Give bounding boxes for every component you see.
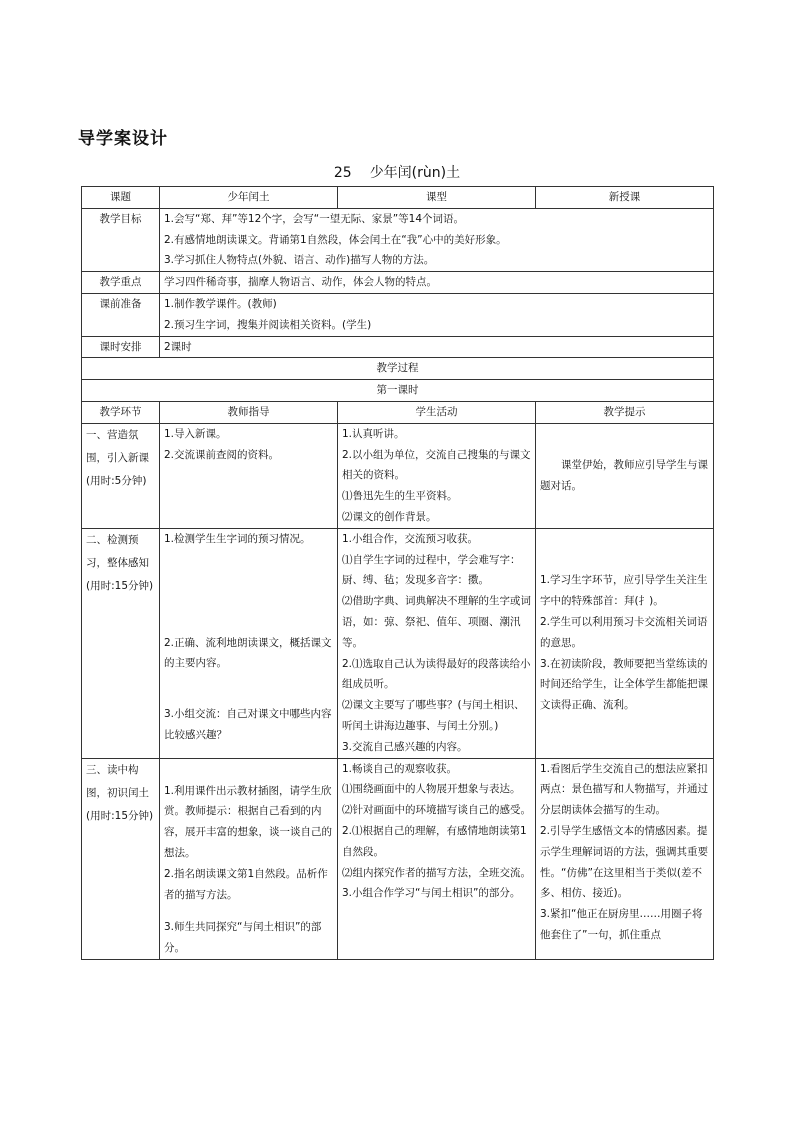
- student-item: 2.以小组为单位，交流自己搜集的与课文相关的资料。: [342, 448, 531, 482]
- prep-cell: [160, 293, 714, 336]
- process-row: [82, 358, 714, 380]
- student-cell: [338, 758, 536, 959]
- student-item: ⑵针对画面中的环境描写谈自己的感受。: [342, 804, 531, 817]
- stage-name: 一、营造氛围，引入新课(用时:5分钟): [82, 423, 160, 528]
- goal-item: 1.会写“郑、拜”等12个字，会写“一望无际、家景”等14个词语。: [164, 212, 464, 225]
- student-item: ⑴自学生字词的过程中，学会难写字：厨、缚、毡；发现多音字：擞。: [342, 553, 521, 587]
- focus-label: 教学重点: [82, 272, 160, 294]
- subject-value: 少年闰土: [160, 187, 338, 209]
- type-label: 课型: [338, 187, 536, 209]
- time-label: 课时安排: [82, 336, 160, 358]
- col-header-teacher: 教师指导: [160, 401, 338, 423]
- student-item: 1.畅谈自己的观察收获。: [342, 762, 458, 775]
- tip-item: 2.学生可以利用预习卡交流相关词语的意思。: [540, 615, 708, 649]
- prep-item: 1.制作教学课件。(教师): [164, 297, 277, 310]
- subject-label: 课题: [82, 187, 160, 209]
- type-value: 新授课: [536, 187, 714, 209]
- teacher-item: 3.师生共同探究“与闰土相识”的部分。: [164, 921, 322, 955]
- teacher-cell: [160, 528, 338, 758]
- student-item: ⑴围绕画面中的人物展开想象与表达。: [342, 783, 521, 796]
- tip-item: 课堂伊始，教师应引导学生与课题对话。: [540, 458, 708, 492]
- stage-row-3: [82, 758, 714, 959]
- student-item: 1.认真听讲。: [342, 427, 405, 440]
- info-row-time: [82, 336, 714, 358]
- student-item: ⑵借助字典、词典解决不理解的生字或词语，如：弶、祭祀、值年、项圈、潮汛等。: [342, 595, 531, 649]
- student-item: 2.⑴根据自己的理解，有感情地朗读第1自然段。: [342, 824, 527, 858]
- teacher-item: 2.正确、流利地朗读课文，概括课文的主要内容。: [164, 636, 332, 670]
- process-label: 教学过程: [82, 358, 714, 380]
- tip-item: 2.引导学生感悟文本的情感因素。提示学生理解词语的方法，强调其重要性。“仿佛”在这里相当于类似(差不多、相仿、接近)。: [540, 824, 708, 900]
- period-row: [82, 380, 714, 402]
- lesson-name: 少年闰(rùn)土: [369, 165, 461, 181]
- tip-cell: [536, 423, 714, 528]
- col-header-tip: 教学提示: [536, 401, 714, 423]
- student-item: 3.小组合作学习“与闰土相识”的部分。: [342, 887, 521, 900]
- stage-row-2: [82, 528, 714, 758]
- student-item: ⑵课文主要写了哪些事？(与闰土相识、听闰土讲海边趣事、与闰土分别。): [342, 699, 525, 732]
- student-cell: [338, 423, 536, 528]
- goal-item: 3.学习抓住人物特点(外貌、语言、动作)描写人物的方法。: [164, 254, 435, 267]
- tip-item: 3.在初读阶段，教师要把当堂练读的时间还给学生，让全体学生都能把课文读得正确、流利。: [540, 657, 708, 712]
- lesson-title: [0, 162, 794, 182]
- lesson-number: 25: [333, 165, 352, 181]
- student-item: 1.小组合作，交流预习收获。: [342, 532, 479, 545]
- stage-row-1: [82, 423, 714, 528]
- teacher-item: 2.交流课前查阅的资料。: [164, 448, 280, 461]
- teacher-item: 1.检测学生生字词的预习情况。: [164, 532, 311, 545]
- info-row-prep: [82, 293, 714, 336]
- period-label: 第一课时: [82, 380, 714, 402]
- tip-item: 1.学习生字环节，应引导学生关注生字中的特殊部首：拜(⺘)。: [540, 574, 708, 608]
- info-row-subject: [82, 187, 714, 209]
- time-value: 2课时: [160, 336, 714, 358]
- tip-cell: [536, 528, 714, 758]
- teacher-item: 3.小组交流：自己对课文中哪些内容比较感兴趣？: [164, 708, 332, 741]
- tip-item: 1.看图后学生交流自己的想法应紧扣两点：景色描写和人物描写，并通过分层朗读体会描写的生动。: [540, 762, 708, 817]
- student-cell: [338, 528, 536, 758]
- col-header-student: 学生活动: [338, 401, 536, 423]
- teacher-item: 2.指名朗读课文第1自然段。品析作者的描写方法。: [164, 867, 328, 901]
- stage-name: 三、读中构图，初识闰土(用时:15分钟): [82, 758, 160, 959]
- col-header-stage: 教学环节: [82, 401, 160, 423]
- prep-item: 2.预习生字词，搜集并阅读相关资料。(学生): [164, 318, 372, 331]
- student-item: ⑵课文的创作背景。: [342, 510, 437, 523]
- student-item: ⑵组内探究作者的描写方法，全班交流。: [342, 866, 531, 879]
- stage-name: 二、检测预习，整体感知(用时:15分钟): [82, 528, 160, 758]
- info-row-focus: [82, 272, 714, 294]
- teacher-cell: [160, 758, 338, 959]
- goal-item: 2.有感情地朗读课文。背诵第1自然段，体会闰土在“我”心中的美好形象。: [164, 233, 507, 246]
- lesson-plan-table: [81, 186, 714, 960]
- focus-value: 学习四件稀奇事，揣摩人物语言、动作，体会人物的特点。: [160, 272, 714, 294]
- column-header-row: [82, 401, 714, 423]
- tip-cell: [536, 758, 714, 959]
- tip-item: 3.紧扣“他正在厨房里……用圈子将他套住了”一句，抓住重点: [540, 908, 703, 941]
- teacher-cell: [160, 423, 338, 528]
- goals-cell: [160, 208, 714, 271]
- teacher-item: 1.导入新课。: [164, 427, 227, 440]
- goals-label: 教学目标: [82, 208, 160, 271]
- student-item: 3.交流自己感兴趣的内容。: [342, 740, 468, 753]
- info-row-goals: [82, 208, 714, 271]
- student-item: ⑴鲁迅先生的生平资料。: [342, 490, 458, 503]
- teacher-item: 1.利用课件出示教材插图，请学生欣赏。教师提示：根据自己看到的内容，展开丰富的想象，谈一谈自己的想法。: [164, 784, 332, 859]
- prep-label: 课前准备: [82, 293, 160, 336]
- document-heading: 导学案设计: [78, 129, 168, 149]
- student-item: 2.⑴选取自己认为读得最好的段落读给小组成员听。: [342, 657, 531, 691]
